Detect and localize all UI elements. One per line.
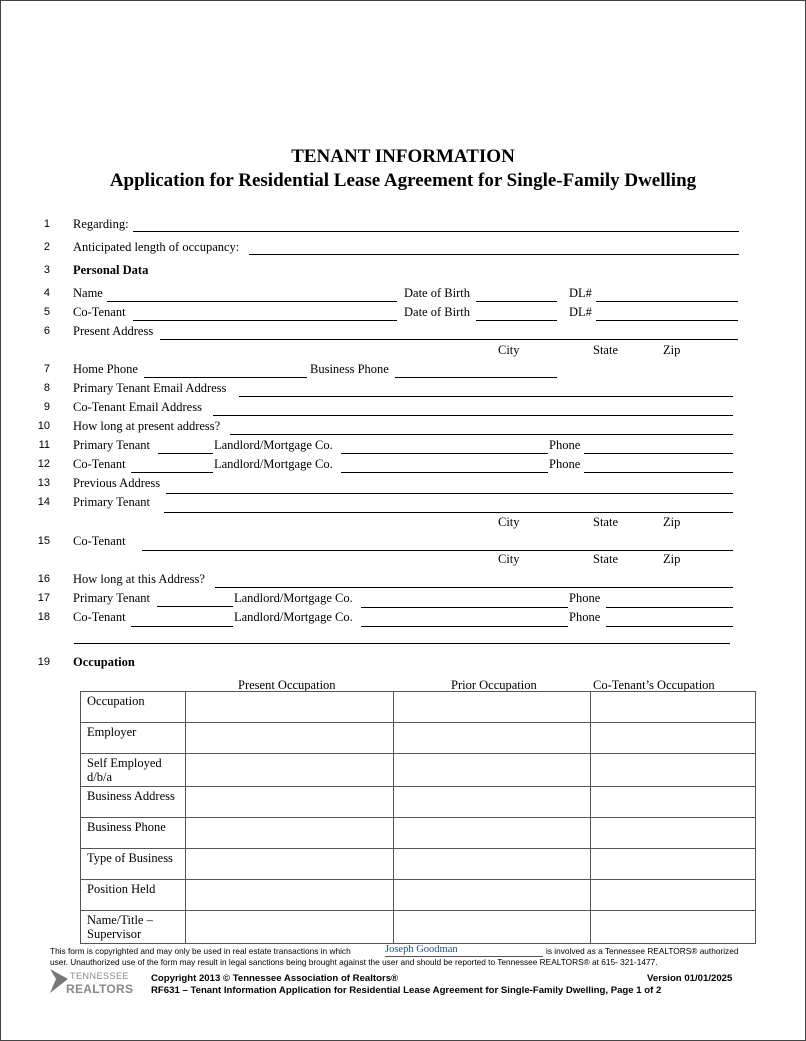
primary-tenant-previous-address-field[interactable] [164,512,733,513]
page-title: TENANT INFORMATION [291,146,515,167]
table-row [81,849,756,880]
line-number: 15 [37,535,50,547]
primary-tenant-label: Primary Tenant [73,438,151,452]
line-number: 6 [43,325,50,337]
primary-tenant-label: Primary Tenant [73,495,151,509]
table-cell[interactable] [186,723,394,754]
business-phone-field[interactable] [395,377,557,378]
occupation-table [80,691,756,944]
co-tenant-dob-field[interactable] [476,320,557,321]
line-number: 11 [38,439,50,451]
business-phone-label: Business Phone [310,362,389,376]
table-cell[interactable] [394,849,591,880]
primary-tenant-duration-field[interactable] [158,453,213,454]
occupation-heading: Occupation [73,655,135,669]
landlord-label: Landlord/Mortgage Co. [214,457,333,471]
phone-label: Phone [549,457,581,471]
phone-label: Phone [569,591,601,605]
line-number: 14 [37,496,50,508]
table-cell[interactable] [591,911,756,944]
co-tenant-landlord-phone-field[interactable] [584,472,733,473]
agent-name-link[interactable]: Joseph Goodman [385,944,458,955]
line-number: 3 [43,264,50,276]
line-number: 9 [43,401,50,413]
name-field[interactable] [107,301,397,302]
line-number: 4 [43,287,50,299]
co-tenant-prev-duration-field[interactable] [131,626,233,627]
city-label: City [498,515,520,529]
regarding-label: Regarding: [73,217,129,231]
prev-landlord-field[interactable] [361,607,568,608]
line-number: 13 [37,477,50,489]
present-address-field[interactable] [160,339,738,340]
table-row [81,754,756,787]
city-label: City [498,552,520,566]
line-number: 1 [43,218,50,230]
table-cell[interactable] [591,818,756,849]
line-number: 5 [43,306,50,318]
footer-notice-suffix: is involved as a Tennessee REALTORS® authorized [546,946,739,956]
occupancy-length-label: Anticipated length of occupancy: [73,240,240,254]
primary-email-field[interactable] [239,396,733,397]
dl-label: DL# [569,286,592,300]
home-phone-label: Home Phone [73,362,138,376]
row-label-business-phone: Business Phone [81,818,186,849]
table-cell[interactable] [186,692,394,723]
table-cell[interactable] [186,818,394,849]
co-tenant-label: Co-Tenant [73,534,126,548]
logo-text-bottom: REALTORS [66,982,134,996]
row-label-self-employed: Self Employed d/b/a [81,754,186,787]
landlord-phone-field[interactable] [584,453,733,454]
footer-notice-prefix: This form is copyrighted and may only be used in real estate transactions in which [50,946,351,956]
table-cell[interactable] [591,787,756,818]
line-number: 8 [43,382,50,394]
co-tenant-dob-label: Date of Birth [404,305,470,319]
home-phone-field[interactable] [144,377,307,378]
dob-field[interactable] [476,301,557,302]
line-number: 2 [43,241,50,253]
table-cell[interactable] [394,692,591,723]
landlord-field[interactable] [341,453,548,454]
col-prior-occupation: Prior Occupation [451,678,537,692]
logo-text-top: TENNESSEE [70,971,130,981]
co-tenant-duration-field[interactable] [131,472,213,473]
row-label-position-held: Position Held [81,880,186,911]
col-present-occupation: Present Occupation [238,678,336,692]
table-cell[interactable] [394,754,591,787]
table-cell[interactable] [394,723,591,754]
row-label-occupation: Occupation [81,692,186,723]
how-long-this-label: How long at this Address? [73,572,205,586]
row-label-business-address: Business Address [81,787,186,818]
row-label-supervisor: Name/Title – Supervisor [81,911,186,944]
previous-address-field[interactable] [166,493,733,494]
co-tenant-name-field[interactable] [133,320,397,321]
table-cell[interactable] [186,787,394,818]
line-number: 12 [37,458,50,470]
co-tenant-label: Co-Tenant [73,610,126,624]
table-row [81,880,756,911]
form-id-text: RF631 – Tenant Information Application for Residential Lease Agreement for Single-Family Dwelling, Page 1 of 2 [151,985,662,996]
state-label: State [593,343,618,357]
city-label: City [498,343,520,357]
table-cell[interactable] [394,787,591,818]
previous-address-label: Previous Address [73,476,161,490]
table-cell[interactable] [394,818,591,849]
line-number: 19 [37,656,50,668]
line-number: 7 [43,363,50,375]
prev-landlord-phone-field[interactable] [606,607,733,608]
copyright-text: Copyright 2013 © Tennessee Association of Realtors® [151,973,399,984]
co-tenant-email-label: Co-Tenant Email Address [73,400,202,414]
table-cell[interactable] [186,754,394,787]
primary-tenant-prev-duration-field[interactable] [157,606,233,607]
state-label: State [593,515,618,529]
page-subtitle: Application for Residential Lease Agreement for Single-Family Dwelling [109,170,697,191]
co-tenant-label: Co-Tenant [73,457,126,471]
regarding-field[interactable] [133,231,739,232]
row-label-employer: Employer [81,723,186,754]
table-cell[interactable] [591,692,756,723]
how-long-present-label: How long at present address? [73,419,221,433]
co-tenant-prev-landlord-phone-field[interactable] [606,626,733,627]
extra-line-field[interactable] [74,643,730,644]
dl-field[interactable] [596,301,738,302]
line-number: 18 [37,611,50,623]
co-tenant-dl-label: DL# [569,305,592,319]
row-label-type-of-business: Type of Business [81,849,186,880]
phone-label: Phone [549,438,581,452]
how-long-this-field[interactable] [215,587,733,588]
landlord-label: Landlord/Mortgage Co. [234,591,353,605]
co-tenant-prev-landlord-field[interactable] [361,626,568,627]
table-cell[interactable] [394,880,591,911]
table-row [81,787,756,818]
table-cell[interactable] [186,849,394,880]
zip-label: Zip [663,515,681,529]
co-tenant-previous-address-field[interactable] [142,550,733,551]
co-tenant-dl-field[interactable] [596,320,738,321]
line-number: 17 [37,592,50,604]
table-cell[interactable] [591,849,756,880]
occupancy-length-field[interactable] [249,254,739,255]
version-text: Version 01/01/2025 [647,973,733,984]
co-tenant-landlord-field[interactable] [341,472,548,473]
dob-label: Date of Birth [404,286,470,300]
table-row [81,911,756,944]
phone-label: Phone [569,610,601,624]
table-cell[interactable] [186,911,394,944]
zip-label: Zip [663,552,681,566]
table-cell[interactable] [591,754,756,787]
personal-data-heading: Personal Data [73,263,149,277]
table-row [81,692,756,723]
primary-tenant-label: Primary Tenant [73,591,151,605]
table-cell[interactable] [186,880,394,911]
landlord-label: Landlord/Mortgage Co. [234,610,353,624]
footer-notice-line2: user. Unauthorized use of the form may result in legal sanctions being brought against the user and should be reported to Tennessee REALTORS® at 615- 321-1477. [50,957,658,967]
name-label: Name [73,286,103,300]
co-tenant-label: Co-Tenant [73,305,126,319]
col-co-tenant-occupation: Co-Tenant’s Occupation [593,678,715,692]
state-label: State [593,552,618,566]
table-cell[interactable] [591,723,756,754]
line-number: 10 [37,420,50,432]
how-long-present-field[interactable] [230,434,733,435]
co-tenant-email-field[interactable] [213,415,733,416]
present-address-label: Present Address [73,324,154,338]
primary-email-label: Primary Tenant Email Address [73,381,227,395]
zip-label: Zip [663,343,681,357]
landlord-label: Landlord/Mortgage Co. [214,438,333,452]
table-row [81,818,756,849]
table-cell[interactable] [591,880,756,911]
line-number: 16 [37,573,50,585]
table-cell[interactable] [394,911,591,944]
table-row [81,723,756,754]
